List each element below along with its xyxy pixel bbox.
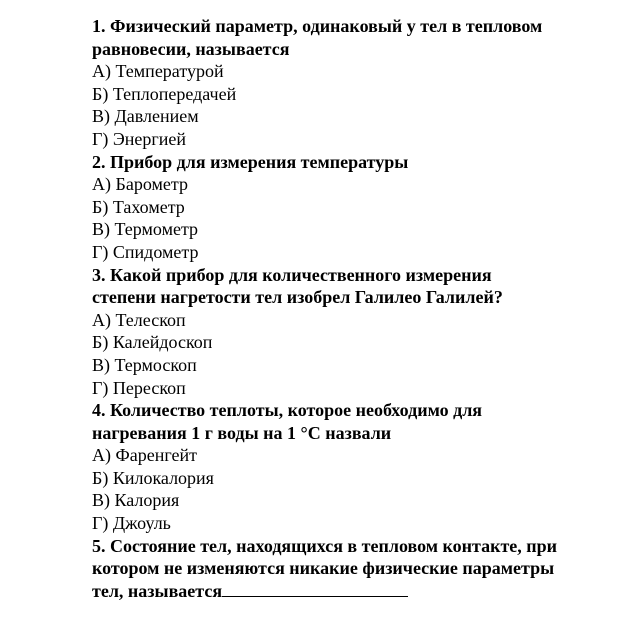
question-3-option-c: В) Термоскоп [92,354,197,375]
question-1 [92,15,612,151]
question-5-text-line-2: котором не изменяются никакие физические параметры [92,558,555,579]
question-2 [92,151,612,264]
question-3-option-a: А) Телескоп [92,309,186,330]
question-2-option-b: Б) Тахометр [92,196,185,217]
question-1-text-line-2: равновесии, называется [92,38,290,59]
question-3 [92,264,612,400]
question-2-option-d: Г) Спидометр [92,241,199,262]
question-4-text-line-1: 4. Количество теплоты, которое необходимо для [92,400,483,421]
question-3-text-line-2: степени нагретости тел изобрел Галилео Галилей? [92,287,503,308]
question-2-option-a: А) Барометр [92,174,188,195]
question-4 [92,399,612,535]
question-1-option-b: Б) Теплопередачей [92,83,237,104]
question-1-option-a: А) Температурой [92,61,224,82]
question-3-text-line-1: 3. Какой прибор для количественного измерения [92,264,492,285]
question-2-option-c: В) Термометр [92,219,199,240]
question-2-text-line-1: 2. Прибор для измерения температуры [92,151,409,172]
question-1-text-line-1: 1. Физический параметр, одинаковый у тел в тепловом [92,16,543,36]
question-4-option-c: В) Калория [92,490,180,511]
question-5-text-line-3-label: тел, называется [92,580,223,601]
question-4-text-line-2: нагревания 1 г воды на 1 °С назвали [92,422,392,443]
question-3-option-d: Г) Перескоп [92,377,186,398]
question-5 [92,535,612,603]
question-5-text-line-3 [92,580,612,603]
question-4-option-a: А) Фаренгейт [92,445,197,466]
question-1-option-c: В) Давлением [92,106,199,127]
question-1-option-d: Г) Энергией [92,128,187,149]
question-5-text-line-1: 5. Состояние тел, находящихся в тепловом контакте, при [92,535,558,556]
answer-blank-line[interactable] [222,580,408,597]
question-4-option-d: Г) Джоуль [92,513,171,534]
quiz-document [92,15,612,602]
question-3-option-b: Б) Калейдоскоп [92,332,213,353]
question-4-option-b: Б) Килокалория [92,467,214,488]
